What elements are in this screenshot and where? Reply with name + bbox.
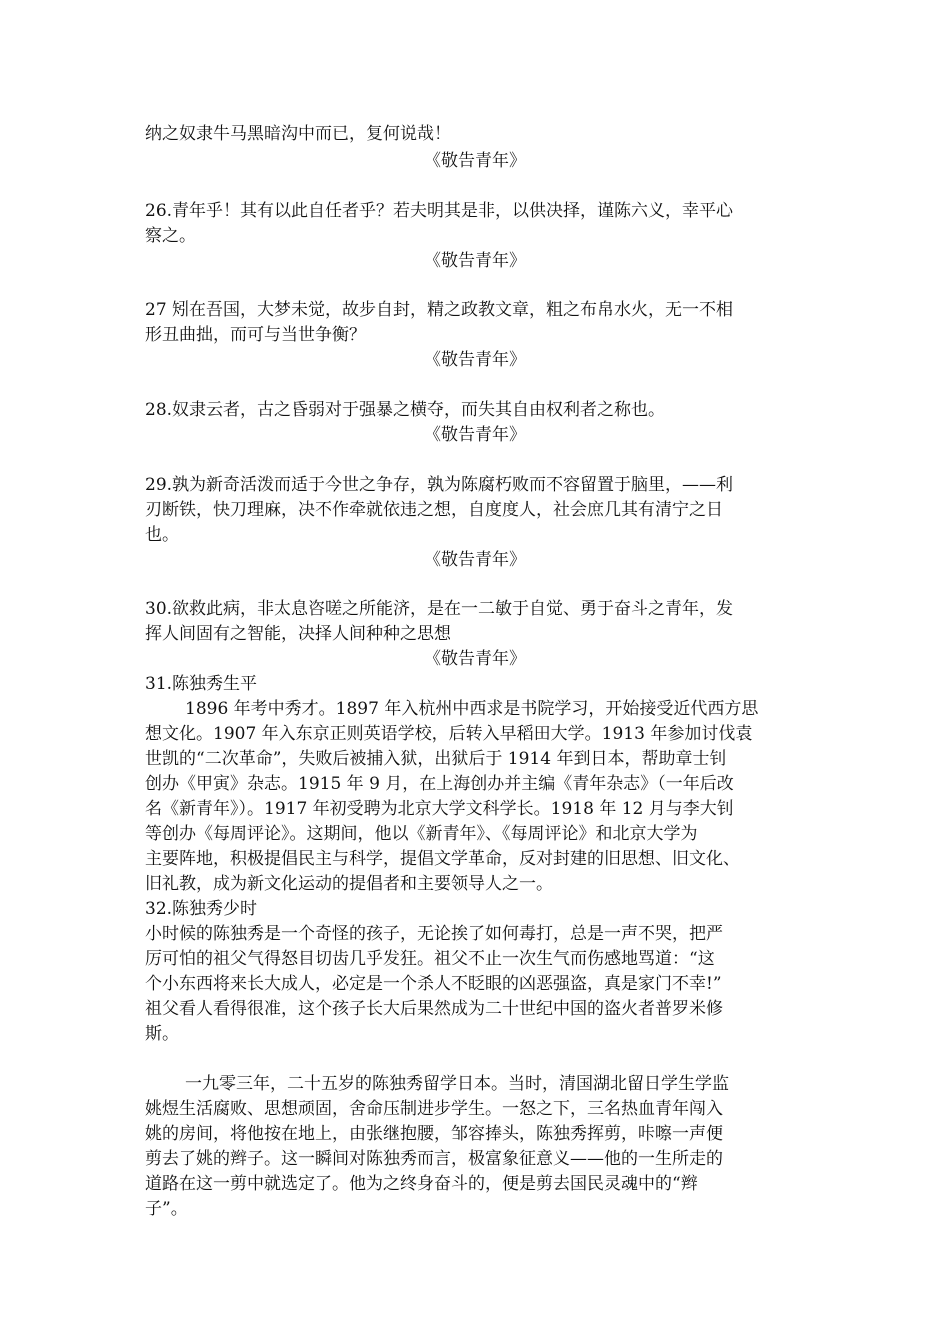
section-32-heading: 32.陈独秀少时 (145, 899, 258, 919)
quote-29-line-3: 也。 (145, 525, 179, 545)
biography-line-6: 等创办《每周评论》。这期间，他以《新青年》、《每周评论》和北京大学为 (145, 824, 698, 844)
quote-26-line-2: 察之。 (145, 226, 196, 246)
quote-27-source: 《敬告青年》 (424, 350, 526, 370)
childhood-line-2: 厉可怕的祖父气得怒目切齿几乎发狂。祖父不止一次生气而伤感地骂道：“这 (145, 949, 715, 969)
biography-line-8: 旧礼教，成为新文化运动的提倡者和主要领导人之一。 (145, 874, 553, 894)
queue-anecdote-line-1: 一九零三年，二十五岁的陈独秀留学日本。当时，清国湖北留日学生学监 (185, 1074, 729, 1094)
quote-27-line-1: 27 矧在吾国，大梦未觉，故步自封，精之政教文章，粗之布帛水火，无一不相 (145, 300, 734, 320)
quote-25-line-2: 纳之奴隶牛马黑暗沟中而已，复何说哉！ (145, 124, 451, 144)
biography-line-4: 创办《甲寅》杂志。1915 年 9 月，在上海创办并主编《青年杂志》（一年后改 (145, 774, 734, 794)
childhood-line-1: 小时候的陈独秀是一个奇怪的孩子，无论挨了如何毒打，总是一声不哭，把严 (145, 924, 723, 944)
biography-line-7: 主要阵地，积极提倡民主与科学，提倡文学革命，反对封建的旧思想、旧文化、 (145, 849, 740, 869)
biography-line-1: 1896 年考中秀才。1897 年入杭州中西求是书院学习，开始接受近代西方思 (185, 699, 759, 719)
biography-line-3: 世凯的“二次革命”，失败后被捕入狱，出狱后于 1914 年到日本，帮助章士钊 (145, 749, 727, 769)
quote-26-line-1: 26.青年乎！其有以此自任者乎？若夫明其是非，以供决择，谨陈六义，幸平心 (145, 201, 734, 221)
queue-anecdote-line-4: 剪去了姚的辫子。这一瞬间对陈独秀而言，极富象征意义——他的一生所走的 (145, 1149, 723, 1169)
quote-30-line-2: 挥人间固有之智能，决择人间种种之思想 (145, 624, 451, 644)
quote-25-source: 《敬告青年》 (424, 151, 526, 171)
queue-anecdote-line-6: 子”。 (145, 1199, 188, 1219)
section-31-heading: 31.陈独秀生平 (145, 674, 258, 694)
quote-30-source: 《敬告青年》 (424, 649, 526, 669)
queue-anecdote-line-2: 姚煜生活腐败、思想顽固，舍命压制进步学生。一怒之下，三名热血青年闯入 (145, 1099, 723, 1119)
quote-30-line-1: 30.欲救此病，非太息咨嗟之所能济，是在一二敏于自觉、勇于奋斗之青年，发 (145, 599, 734, 619)
childhood-line-4: 祖父看人看得很准，这个孩子长大后果然成为二十世纪中国的盗火者普罗米修 (145, 999, 723, 1019)
childhood-line-3: 个小东西将来长大成人，必定是一个杀人不眨眼的凶恶强盗，真是家门不幸!” (145, 974, 722, 994)
quote-28-source: 《敬告青年》 (424, 425, 526, 445)
quote-29-line-2: 刃断铁，快刀理麻，决不作牵就依违之想，自度度人，社会庶几其有清宁之日 (145, 500, 723, 520)
quote-29-source: 《敬告青年》 (424, 550, 526, 570)
queue-anecdote-line-5: 道路在这一剪中就选定了。他为之终身奋斗的，便是剪去国民灵魂中的“辫 (145, 1174, 698, 1194)
biography-line-2: 想文化。1907 年入东京正则英语学校，后转入早稻田大学。1913 年参加讨伐袁 (145, 724, 753, 744)
biography-line-5: 名《新青年》）。1917 年初受聘为北京大学文科学长。1918 年 12 月与李大钊 (145, 799, 734, 819)
queue-anecdote-line-3: 姚的房间，将他按在地上，由张继抱腰，邹容捧头，陈独秀挥剪，咔嚓一声便 (145, 1124, 723, 1144)
quote-26-source: 《敬告青年》 (424, 251, 526, 271)
childhood-line-5: 斯。 (145, 1024, 179, 1044)
quote-27-line-2: 形丑曲拙，而可与当世争衡？ (145, 325, 366, 345)
quote-29-line-1: 29.孰为新奇活泼而适于今世之争存，孰为陈腐朽败而不容留置于脑里，——利 (145, 475, 734, 495)
quote-28-line-1: 28.奴隶云者，古之昏弱对于强暴之横夺，而失其自由权利者之称也。 (145, 400, 666, 420)
